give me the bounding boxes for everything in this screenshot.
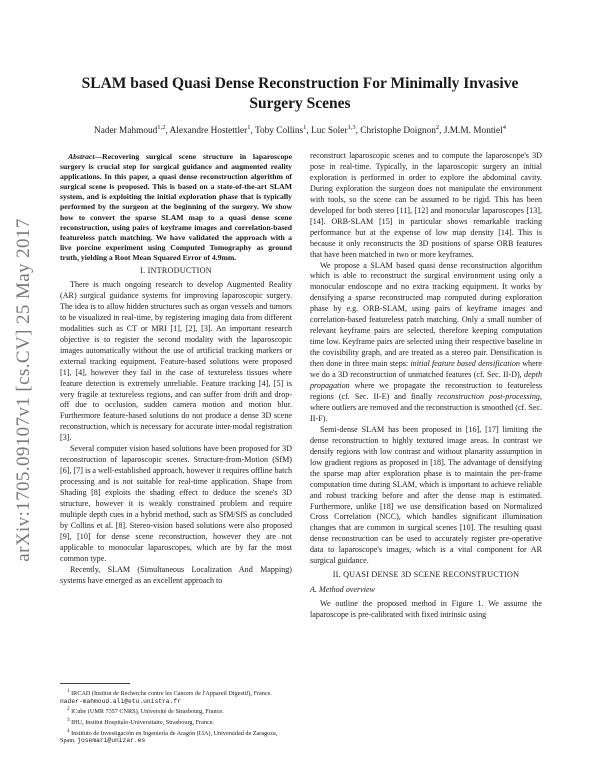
right-paragraph-3: Semi-dense SLAM has been proposed in [16], [17] limiting the dense reconstruction to highly textured image areas. In contrast we densify regions with low contrast and without planarity assumption in low gradient regions as proposed in [18]. The advantage of densifying the sparse map after exploration phase is to maintain the per-frame computation time during SLAM, which is important to achieve reliable and robust tracking before and after the dense map is estimated. Furthermore, unlike [18] we use densification based on Normalized Cross Correlation (NCC), which handles significant illumination changes that are common in surgical scenes [10]. The resulting quasi dense reconstruction can be used to accurately register pre-operative data to laparoscope's images, which is a vital component for AR surgical guidance. — [310, 424, 542, 566]
arxiv-stamp — [2, 200, 46, 580]
right-paragraph-4: We outline the proposed method in Figure 1. We assume the laparoscope is pre-calibrated with fixed intrinsic using — [310, 599, 542, 620]
author-affiliation: 1,2 — [157, 124, 166, 131]
author-affiliation: 1 — [247, 124, 251, 131]
abstract — [60, 152, 292, 263]
right-paragraph-1: reconstruct laparoscopic scenes and to compute the laparoscope's 3D pose in real-time. Typically, in the laparoscopic surgery an initial exploration is performed in order to explore the abdominal cavity. During exploration the surgeon does not manipulate the environment with tools, so the scene can be assumed to be rigid. This has been developed for both stereo [11], [12] and monocular laparoscopes [13], [14]. ORB-SLAM [15] in particular shows remarkable tracking performance but at the expense of low map density [14]. This is because it only reconstructs the 3D positions of sparse ORB features that have been matched in two or more keyframes. — [310, 151, 542, 259]
author-name: Toby Collins — [254, 126, 304, 137]
arxiv-stamp-text: arXiv:1705.09107v1 [cs.CV] 25 May 2017 — [13, 218, 34, 562]
footnote-1-email: nader-mahmoud.ali@etu.unistra.fr — [60, 697, 181, 705]
footnote-4-email: josemari@unizar.es — [77, 737, 146, 745]
right-column — [310, 151, 542, 621]
author-name: J.M.M. Montiel — [443, 126, 503, 137]
author-list: Nader Mahmoud$^{1,2}$, Alexandre Hostettler$^1$, Toby Collins$^1$, Luc Soler$^{1,3}$, Christophe Doignon$^2$, J.M.M. Montiel$^4$ — [94, 124, 506, 137]
section-2-heading: II. QUASI DENSE 3D SCENE RECONSTRUCTION — [332, 570, 520, 580]
abstract-label: Abstract — [68, 152, 95, 161]
footnotes — [60, 683, 292, 746]
intro-paragraph-2: Several computer vision based solutions have been proposed for 3D reconstruction of laparoscopic scenes. Structure-from-Motion (SfM) [6], [7] is a well-established approach, however it requires offline batch processing and is not suitable for real-time application. Shape from Shading [8] exploits the shading effect to deduce the scene's 3D structure, however it is weakly constrained problem and require multiple depth cues in a hybrid method, such as SfM/SfS as concluded by Collins et al. [8]. Stereo-vision based solutions were also proposed [9], [10] for dense scene reconstruction, however they are not applicable to monocular laparoscopes, which are by far the most common type. — [60, 444, 292, 563]
author-affiliation: 2 — [435, 124, 440, 131]
author-name: Christophe Doignon — [360, 126, 436, 137]
author-affiliation: 4 — [502, 124, 506, 131]
abstract-text: —Recovering surgical scene structure in laparoscope surgery is crucial step for surgical guidance and augmented reality applications. In this paper, a quasi dense reconstruction algorithm of surgical scene is proposed. This is based on a state-of-the-art SLAM system, and is exploiting the initial exploration phase that is typically performed by the surgeon at the beginning of the surgery. We show how to convert the sparse SLAM map to a quasi dense scene reconstruction, using pairs of keyframe images and correlation-based featureless patch matching. We have validated the approach with a live porcine experiment using Computed Tomography as ground truth, yielding a Root Mean Squared Error of 4.9mm. — [60, 152, 292, 262]
intro-paragraph-1: There is much ongoing research to develop Augmented Reality (AR) surgical guidance systems for improving laparoscopic surgery. The idea is to allow hidden structures such as organ vessels and tumors to be visualized in real-time, by registering imaging data from different modalities such as CT or MRI [1], [2], [3]. An important research objective is to register the second modality with the laparoscopic images automatically without the use of artificial tracking markers or external tracking equipment. Feature-based solutions were proposed [1], [4], however they fail in the case of textureless tissues where feature detection is extremely unreliable. Feature tracking [4], [5] is very fragile at textureless regions, and can suffer from drift and drop-off due to occlusion, sudden camera motion and motion blur. Furthermore feature-based solutions do not produce a dense 3D scene reconstruction, which is necessary for accurate inter-modal registration [3]. — [60, 279, 292, 443]
title-line-1: SLAM based Quasi Dense Reconstruction For Minimally Invasive — [81, 75, 519, 92]
subsection-a-heading: A. Method overview — [310, 585, 375, 595]
footnote-1: $^1$ IRCAD (Institut de Recherche contre les Cancers de l'Appareil Digestif), France. nader-mahmoud.ali@etu.unistra.fr — [60, 688, 272, 705]
paper-title — [50, 74, 550, 114]
left-column — [60, 152, 292, 587]
author-affiliation: 1,3 — [347, 124, 356, 131]
author-name: Nader Mahmoud — [94, 126, 158, 137]
footnote-3: $^3$ IHU, Institut Hospitalo-Universitaire, Strasbourg, France. — [67, 716, 214, 726]
footnote-4: $^4$ Instituto de Investigación en Ingeniería de Aragón (I3A), Universidad de Zaragoza, Spain. josemari@unizar.es — [60, 727, 278, 745]
title-line-2: Surgery Scenes — [249, 95, 351, 112]
footnote-2: $^2$ ICube (UMR 7357 CNRS), Université de Strasbourg, France. — [67, 706, 224, 716]
author-name: Luc Soler — [311, 126, 348, 137]
right-paragraph-2: We propose a SLAM based quasi dense reconstruction algorithm which is able to reconstruct the surgical environment using only a monocular endoscope and no extra tracking equipment. It works by densifying a sparse reconstructed map computed during exploration phase by e.g. ORB-SLAM, using pairs of keyframe images and correlation-based featureless patch matching. Only a small number of relevant keyframe pairs are selected, therefore keeping computation time low. Keyframe pairs are selected using their respective baseline in the covisibility graph, and are treated as a stereo pair. Densification is then done in three main steps: initial feature based densification where we do a 3D reconstruction of unmatched features (cf. Sec. II-D), depth propagation where we propagate the reconstruction to featureless regions (cf. Sec. II-E) and finally reconstruction post-processing, where outliers are removed and the reconstruction is smoothed (cf. Sec. II-F). — [310, 260, 542, 423]
footnote-rule — [60, 683, 130, 684]
author-name: Alexandre Hostettler — [169, 126, 248, 137]
author-affiliation: 1 — [303, 124, 307, 131]
section-1-heading: I. INTRODUCTION — [140, 266, 212, 276]
intro-paragraph-3: Recently, SLAM (Simultaneous Localization And Mapping) systems have emerged as an excellent approach to — [60, 564, 292, 585]
